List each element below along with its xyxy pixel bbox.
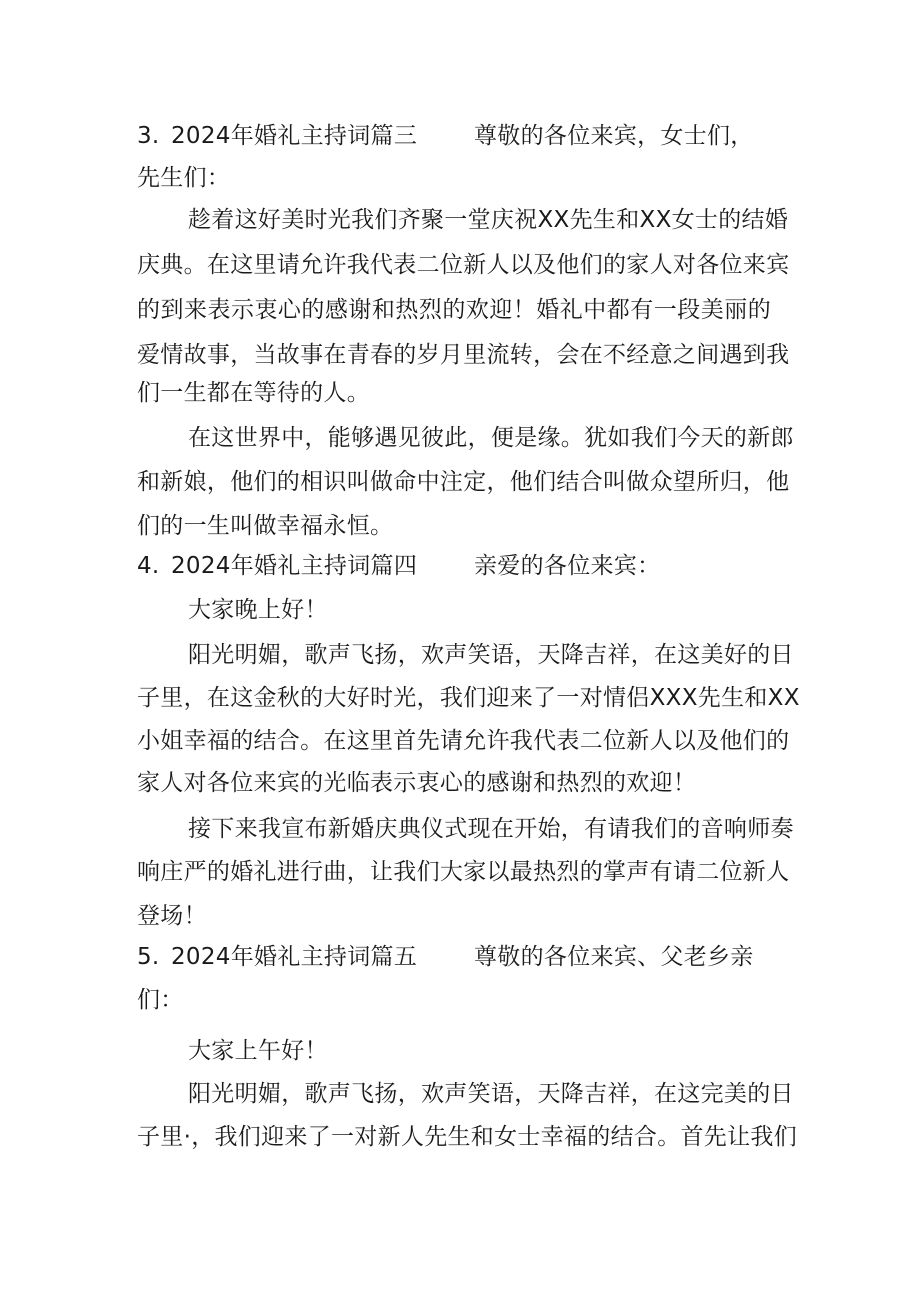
- paragraph-line: 家人对各位来宾的光临表示衷心的感谢和热烈的欢迎！: [137, 770, 697, 796]
- section-heading: [137, 121, 754, 151]
- section-greeting: 尊敬的各位来宾、父老乡亲: [474, 944, 754, 970]
- section-number: 5.: [137, 944, 160, 970]
- section-number: 3.: [137, 123, 160, 149]
- section-heading: [137, 551, 661, 581]
- section-title: 2024年婚礼主持词篇五: [171, 944, 418, 970]
- paragraph-line: 小姐幸福的结合。在这里首先请允许我代表二位新人以及他们的: [137, 728, 790, 754]
- paragraph-line: 响庄严的婚礼进行曲，让我们大家以最热烈的掌声有请二位新人: [137, 859, 790, 885]
- paragraph-line: 接下来我宣布新婚庆典仪式现在开始，有请我们的音响师奏: [188, 816, 794, 842]
- paragraph-line: 阳光明媚，歌声飞扬，欢声笑语，天降吉祥，在这完美的日: [188, 1081, 794, 1107]
- paragraph-line: 们一生都在等待的人。: [137, 380, 370, 406]
- paragraph-line: 和新娘，他们的相识叫做命中注定，他们结合叫做众望所归，他: [137, 469, 790, 495]
- paragraph-line: 阳光明媚，歌声飞扬，欢声笑语，天降吉祥，在这美好的日: [188, 642, 794, 668]
- greeting-continuation: 们：: [137, 987, 184, 1013]
- paragraph-line: 们的一生叫做幸福永恒。: [137, 513, 394, 539]
- paragraph-line: 爱情故事，当故事在青春的岁月里流转，会在不经意之间遇到我: [137, 342, 790, 368]
- paragraph-line: 在这世界中，能够遇见彼此，便是缘。犹如我们今天的新郎: [188, 425, 794, 451]
- greeting-continuation: 先生们：: [137, 165, 231, 191]
- section-number: 4.: [137, 553, 160, 579]
- paragraph-line: 庆典。在这里请允许我代表二位新人以及他们的家人对各位来宾: [137, 252, 790, 278]
- section-heading: [137, 942, 754, 972]
- paragraph-line: 子里·，我们迎来了一对新人先生和女士幸福的结合。首先让我们: [137, 1124, 798, 1150]
- section-title: 2024年婚礼主持词篇三: [171, 123, 418, 149]
- paragraph-line: 大家上午好！: [188, 1038, 328, 1064]
- paragraph-line: 登场！: [137, 903, 207, 929]
- section-greeting: 亲爱的各位来宾：: [474, 553, 661, 579]
- paragraph-line: 大家晚上好！: [188, 597, 328, 623]
- paragraph-line: 子里，在这金秋的大好时光，我们迎来了一对情侣XXX先生和XX: [137, 685, 800, 711]
- paragraph-line: 的到来表示衷心的感谢和热烈的欢迎！婚礼中都有一段美丽的: [137, 297, 771, 323]
- paragraph-line: 趁着这好美时光我们齐聚一堂庆祝XX先生和XX女士的结婚: [188, 207, 789, 233]
- section-title: 2024年婚礼主持词篇四: [171, 553, 418, 579]
- section-greeting: 尊敬的各位来宾，女士们，: [474, 123, 754, 149]
